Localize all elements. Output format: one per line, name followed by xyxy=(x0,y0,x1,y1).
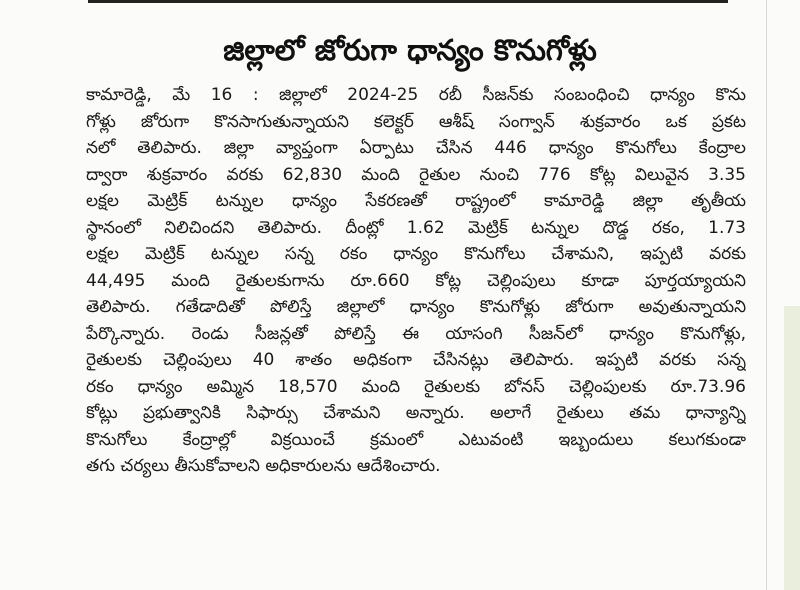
top-rule xyxy=(88,0,728,3)
article-body xyxy=(86,82,746,480)
article-line: 44,495 మంది రైతులకుగాను రూ.660 కోట్ల చెల్లింపులు కూడా పూర్తయ్యాయని xyxy=(86,270,746,291)
article-line: లక్షల మెట్రిక్ టన్నుల సన్న రకం ధాన్యం కొనుగోలు చేశామని, ఇప్పటి వరకు xyxy=(86,244,746,264)
headline: జిల్లాలో జోరుగా ధాన్యం కొనుగోళ్లు xyxy=(223,33,597,67)
adjacent-column-tint xyxy=(784,306,800,590)
column-divider xyxy=(766,0,767,590)
article-line: పేర్కొన్నారు. రెండు సీజన్లతో పోలిస్తే ఈ యాసంగి సీజన్‌లో ధాన్యం కొనుగోళ్లు, xyxy=(86,323,746,344)
article-line: తగు చర్యలు తీసుకోవాలని అధికారులను ఆదేశించారు. xyxy=(86,456,441,476)
article-line: కామారెడ్డి, మే 16 : జిల్లాలో 2024-25 రబీ సీజన్‌కు సంబంధించి ధాన్యం కొను xyxy=(86,85,746,105)
article-line: గోళ్లు జోరుగా కొనసాగుతున్నాయని కలెక్టర్ ఆశీష్ సంగ్వాన్ శుక్రవారం ఒక ప్రకట xyxy=(86,111,746,132)
article-line: రకం ధాన్యం అమ్మిన 18,570 మంది రైతులకు బోనస్ చెల్లింపులకు రూ.73.96 xyxy=(86,376,746,397)
article-line: కొనుగోలు కేంద్రాల్లో విక్రయించే క్రమంలో ఎటువంటి ఇబ్బందులు కలుగకుండా xyxy=(86,429,746,450)
article-line: లక్షల మెట్రిక్ టన్నుల ధాన్యం సేకరణతో రాష్ట్రంలో కామారెడ్డి జిల్లా తృతీయ xyxy=(86,191,746,211)
article-line: కోట్లు ప్రభుత్వానికి సిఫార్సు చేశామని అన్నారు. అలాగే రైతులు తమ ధాన్యాన్ని xyxy=(86,403,746,423)
article-line: నలో తెలిపారు. జిల్లా వ్యాప్తంగా ఏర్పాటు చేసిన 446 ధాన్యం కొనుగోలు కేంద్రాల xyxy=(86,138,746,158)
article-line: స్థానంలో నిలిచిందని తెలిపారు. దీంట్లో 1.62 మెట్రిక్ టన్నుల దొడ్డ రకం, 1.73 xyxy=(86,217,746,238)
article-line: రైతులకు చెల్లింపులు 40 శాతం అధికంగా చేసినట్లు తెలిపారు. ఇప్పటి వరకు సన్న xyxy=(86,350,746,370)
article-line: తెలిపారు. గతేడాదితో పోలిస్తే జిల్లాలో ధాన్యం కొనుగోళ్లు జోరుగా అవుతున్నాయని xyxy=(86,297,746,317)
article-line: ద్వారా శుక్రవారం వరకు 62,830 మంది రైతుల నుంచి 776 కోట్ల విలువైన 3.35 xyxy=(86,164,746,185)
